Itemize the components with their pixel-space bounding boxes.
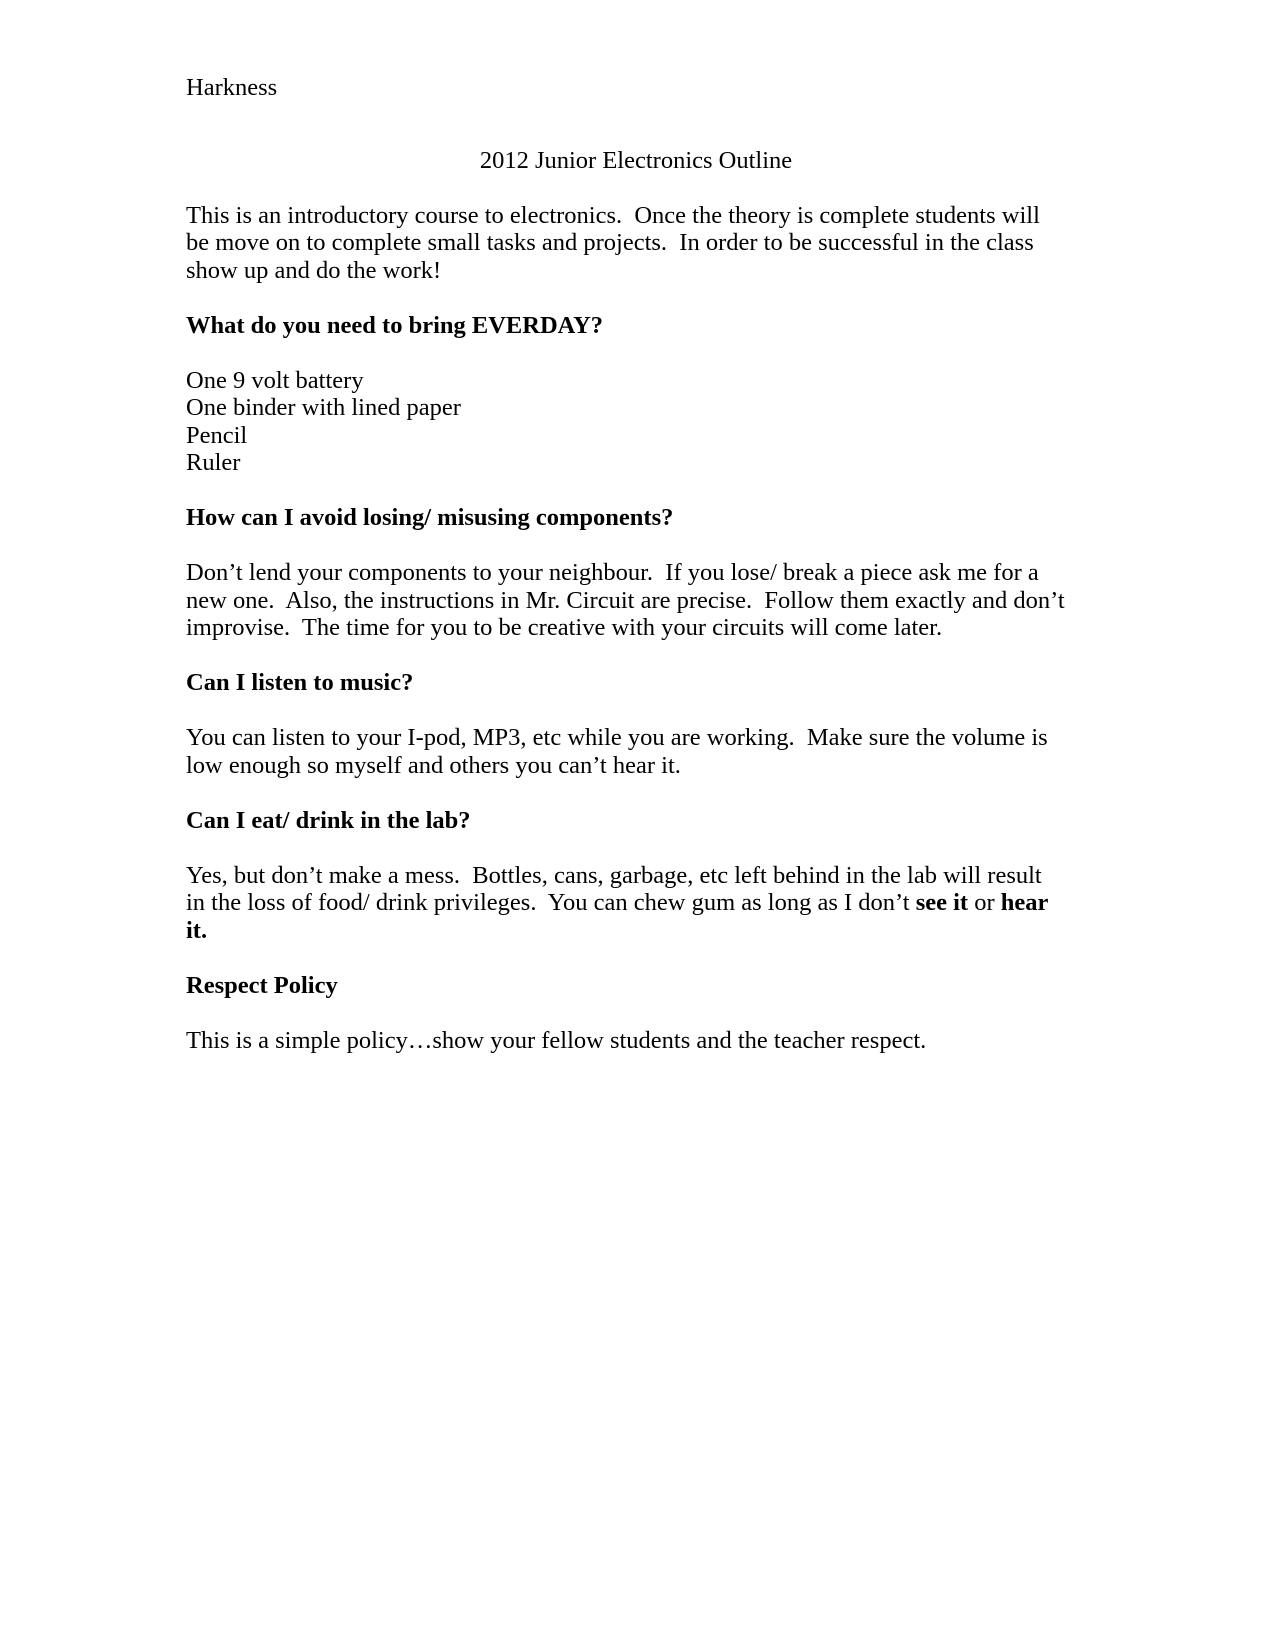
food-line — [186, 889, 1086, 917]
list-item: One binder with lined paper — [186, 394, 461, 421]
components-line: improvise. The time for you to be creative with your circuits will come later. — [186, 614, 943, 641]
components-paragraph — [186, 559, 1086, 642]
components-line: new one. Also, the instructions in Mr. Circuit are precise. Follow them exactly and don’t — [186, 586, 1065, 614]
food-heading: Can I eat/ drink in the lab? — [186, 806, 471, 834]
respect-heading: Respect Policy — [186, 971, 338, 999]
intro-line: show up and do the work! — [186, 256, 442, 284]
bring-list — [186, 367, 1086, 477]
intro-paragraph — [186, 202, 1086, 285]
components-line: Don’t lend your components to your neighbour. If you lose/ break a piece ask me for a — [186, 559, 1039, 586]
music-paragraph — [186, 724, 1086, 779]
food-paragraph — [186, 862, 1086, 945]
components-heading: How can I avoid losing/ misusing components? — [186, 504, 674, 531]
document-title: 2012 Junior Electronics Outline — [479, 146, 793, 174]
food-line-text: in the loss of food/ drink privileges. You can chew gum as long as I don’t — [186, 889, 916, 916]
music-line: You can listen to your I-pod, MP3, etc while you are working. Make sure the volume is — [186, 724, 1048, 751]
emphasis-it: it. — [186, 916, 208, 944]
intro-line: This is an introductory course to electronics. Once the theory is complete students will — [186, 201, 1040, 229]
respect-paragraph: This is a simple policy…show your fellow students and the teacher respect. — [186, 1026, 927, 1054]
list-item: Ruler — [186, 449, 241, 476]
bring-heading: What do you need to bring EVERDAY? — [186, 311, 604, 339]
document-page — [186, 74, 1086, 1054]
author-name: Harkness — [186, 74, 278, 101]
intro-line: be move on to complete small tasks and projects. In order to be successful in the class — [186, 229, 1034, 256]
list-item: One 9 volt battery — [186, 366, 364, 394]
food-line-text: or — [968, 889, 1001, 916]
food-line — [186, 917, 1086, 945]
music-line: low enough so myself and others you can’t hear it. — [186, 751, 681, 779]
list-item: Pencil — [186, 421, 248, 449]
music-heading: Can I listen to music? — [186, 669, 414, 696]
emphasis-see-it: see it — [915, 889, 969, 916]
emphasis-hear: hear — [1000, 889, 1049, 916]
food-line: Yes, but don’t make a mess. Bottles, cans, garbage, etc left behind in the lab will result — [186, 861, 1042, 889]
